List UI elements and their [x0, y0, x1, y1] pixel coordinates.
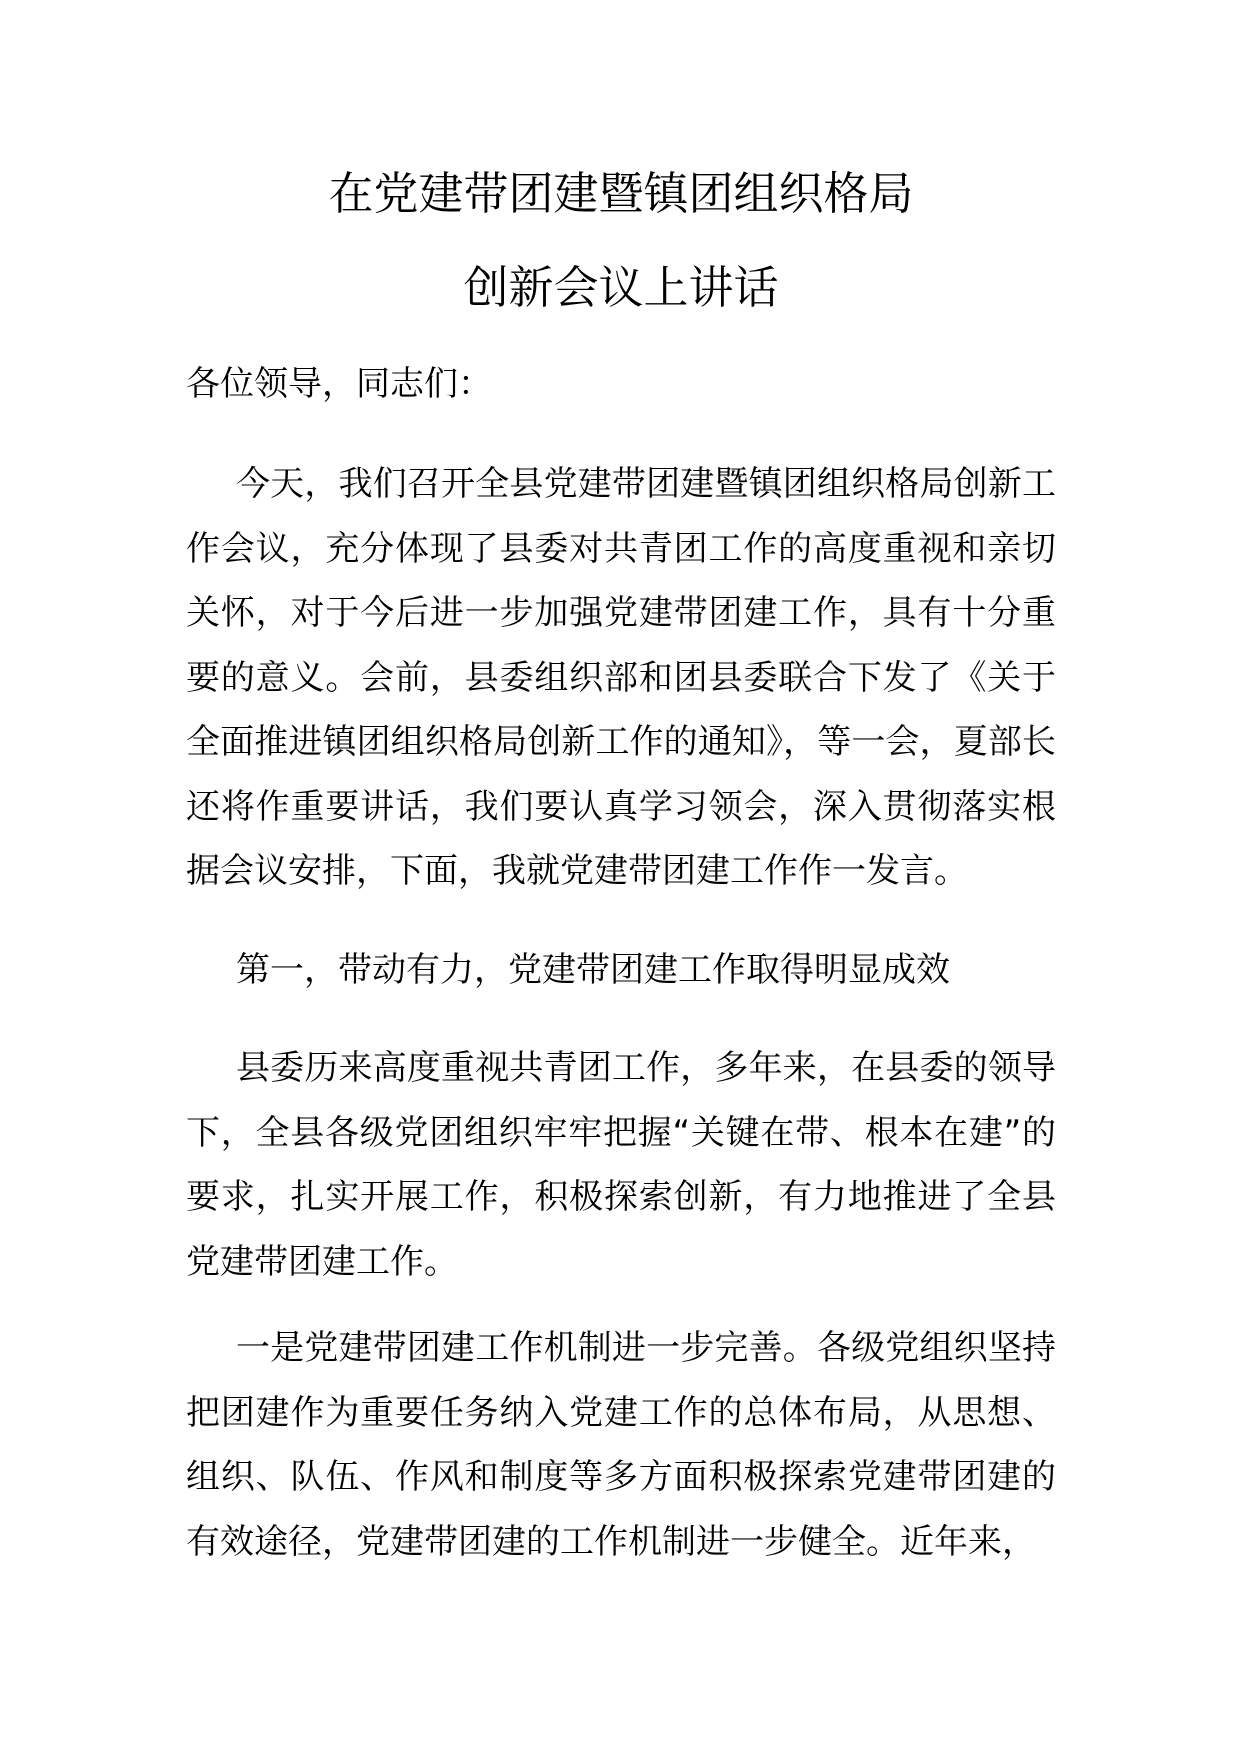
document-title-line-2: 创新会议上讲话 [463, 261, 779, 314]
section-heading-first: 第一，带动有力，党建带团建工作取得明显成效 [236, 950, 950, 990]
paragraph-opening: 今天，我们召开全县党建带团建暨镇团组织格局创新工作会议，充分体现了县委对共青团工作的高度重视和亲切关怀，对于今后进一步加强党建带团建工作，具有十分重要的意义。会前，县委组织部和团县委联合下发了《关于全面推进镇团组织格局创新工作的通知》，等一会，夏部长还将作重要讲话，我们要认真学习领会，深入贯彻落实根据会议安排，下面，我就党建带团建工作作一发言。 [186, 464, 1056, 891]
paragraph-mechanism: 一是党建带团建工作机制进一步完善。各级党组织坚持把团建作为重要任务纳入党建工作的总体布局，从思想、组织、队伍、作风和制度等多方面积极探索党建带团建的有效途径，党建带团建的工作机制进一步健全。近年来， [186, 1328, 1056, 1562]
paragraph-county-committee: 县委历来高度重视共青团工作，多年来，在县委的领导下，全县各级党团组织牢牢把握“关键在带、根本在建”的要求，扎实开展工作，积极探索创新，有力地推进了全县党建带团建工作。 [186, 1048, 1056, 1282]
salutation: 各位领导，同志们： [186, 364, 492, 404]
document-title-line-1: 在党建带团建暨镇团组织格局 [328, 167, 914, 220]
